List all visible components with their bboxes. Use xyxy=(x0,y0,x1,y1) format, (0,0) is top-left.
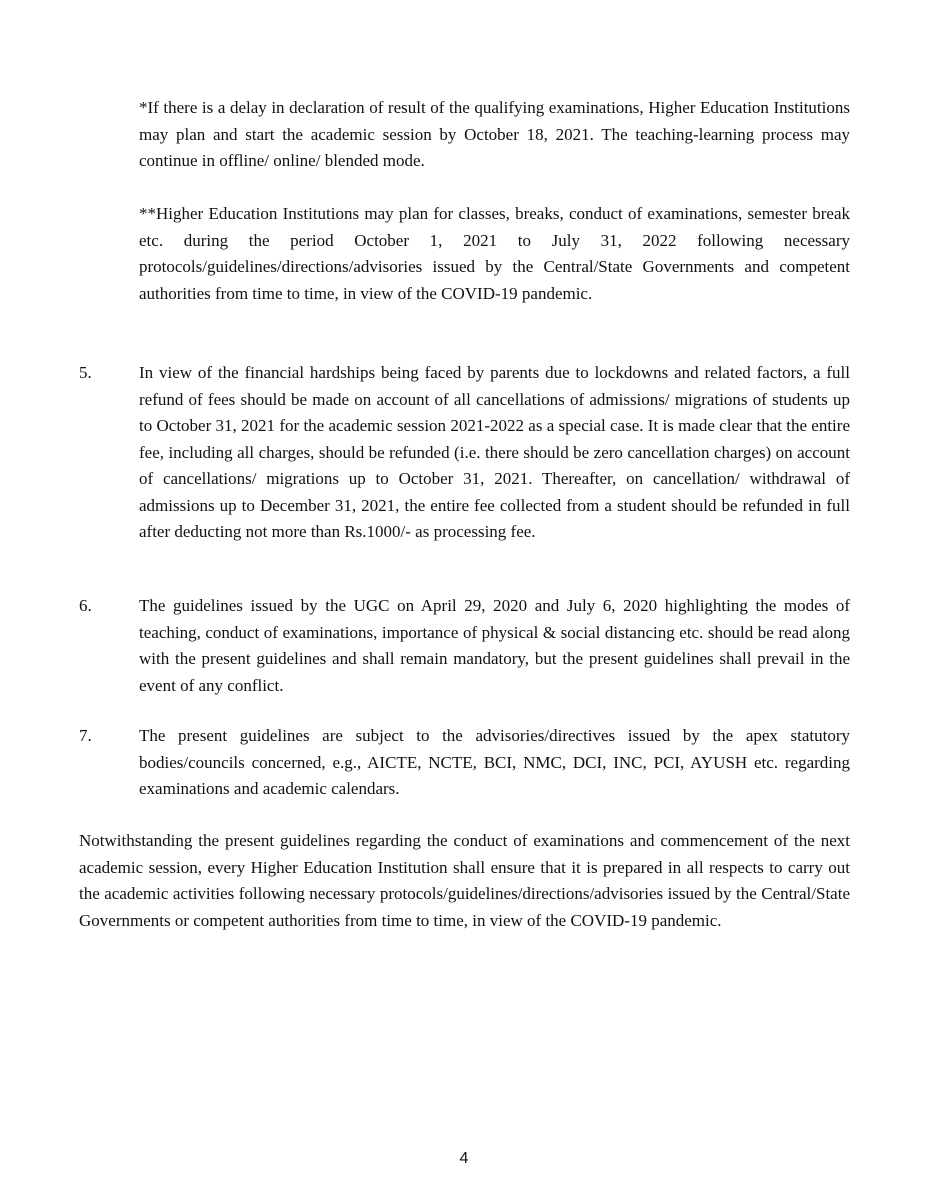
list-item-number: 6. xyxy=(79,596,92,615)
list-item-number: 7. xyxy=(79,726,92,745)
note-delay-in-results: *If there is a delay in declaration of result of the qualifying examinations, Higher Education Institutions may plan and start the academic session by October 18, 2021. The teaching-learning process may continue in offline/ online/ blended mode. xyxy=(139,98,850,170)
list-item-text: The present guidelines are subject to the advisories/directives issued by the apex statutory bodies/councils concerned, e.g., AICTE, NCTE, BCI, NMC, DCI, INC, PCI, AYUSH etc. regarding examinations and academic calendars. xyxy=(139,726,850,798)
note-academic-calendar: **Higher Education Institutions may plan for classes, breaks, conduct of examinations, semester break etc. during the period October 1, 2021 to July 31, 2022 following necessary protocols/guidelines/directions/advisories issued by the Central/State Governments and competent authorities from time to time, in view of the COVID-19 pandemic. xyxy=(139,204,850,303)
list-item-text: The guidelines issued by the UGC on April 29, 2020 and July 6, 2020 highlighting the modes of teaching, conduct of examinations, importance of physical & social distancing etc. should be read along with the present guidelines and shall remain mandatory, but the present guidelines shall prevail in the event of any conflict. xyxy=(139,596,850,695)
closing-paragraph: Notwithstanding the present guidelines regarding the conduct of examinations and commencement of the next academic session, every Higher Education Institution shall ensure that it is prepared in all respects to carry out the academic activities following necessary protocols/guidelines/directions/advisories issued by the Central/State Governments or competent authorities from time to time, in view of the COVID-19 pandemic. xyxy=(79,831,850,930)
list-item-text: In view of the financial hardships being faced by parents due to lockdowns and related factors, a full refund of fees should be made on account of all cancellations of admissions/ migrations of students up to October 31, 2021 for the academic session 2021-2022 as a special case. It is made clear that the entire fee, including all charges, should be refunded (i.e. there should be zero cancellation charges) on account of cancellations/ migrations up to October 31, 2021. Thereafter, on cancellation/ withdrawal of admissions up to December 31, 2021, the entire fee collected from a student should be refunded in full after deducting not more than Rs.1000/- as processing fee. xyxy=(139,363,850,541)
page-number: 4 xyxy=(459,1150,469,1167)
list-item-number: 5. xyxy=(79,363,92,382)
